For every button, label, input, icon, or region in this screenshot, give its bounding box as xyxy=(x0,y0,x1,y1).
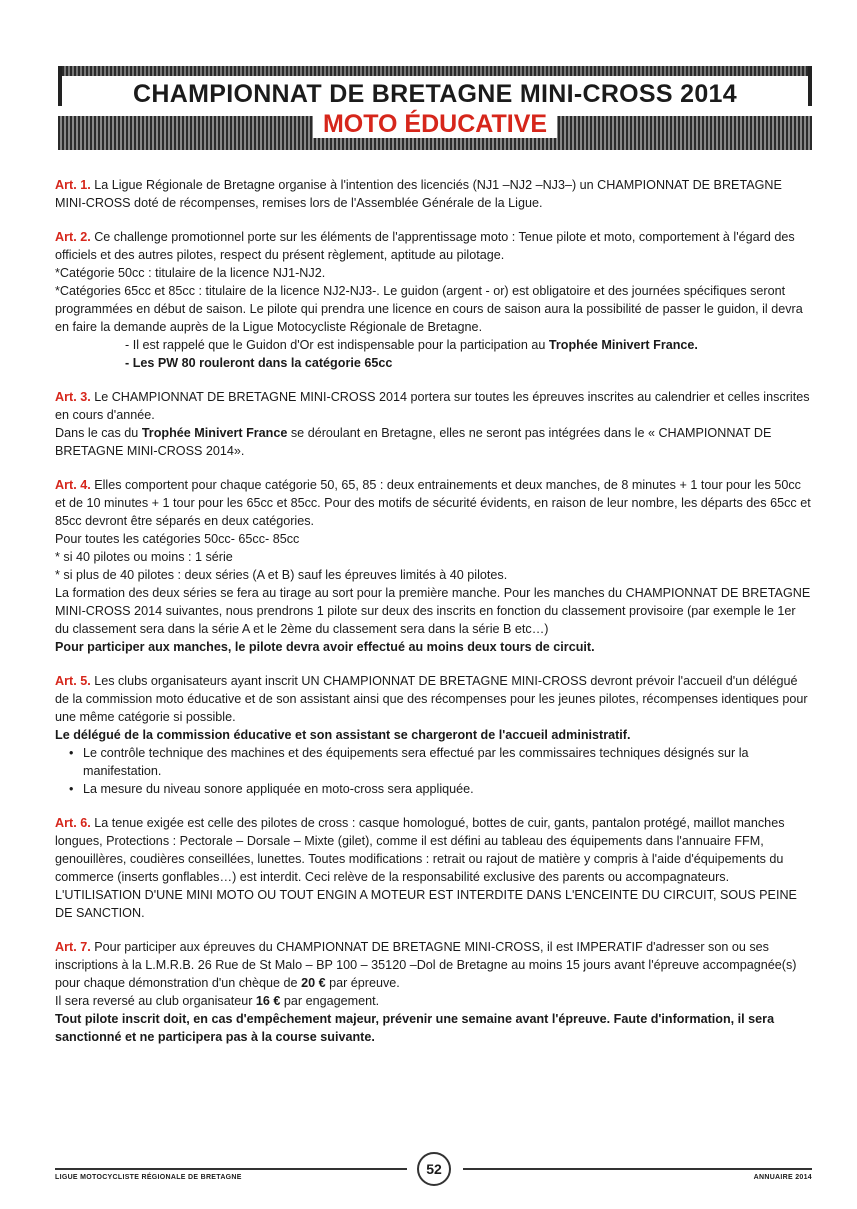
article-label: Art. 1. xyxy=(55,178,91,192)
article-2-text xyxy=(55,228,812,264)
article-paragraph: L'UTILISATION D'UNE MINI MOTO OU TOUT ENGIN A MOTEUR EST INTERDITE DANS L'ENCEINTE DU CIRCUIT, SOUS PEINE DE SANCTION. xyxy=(55,888,797,920)
article-paragraph: La Ligue Régionale de Bretagne organise à l'intention des licenciés (NJ1 –NJ2 –NJ3–) un CHAMPIONNAT DE BRETAGNE MINI-CROSS doté de récompenses, remises lors de l'Assemblée Générale de la Ligue. xyxy=(55,178,782,210)
document-body xyxy=(55,176,812,1062)
article-paragraph-bold: Tout pilote inscrit doit, en cas d'empêchement majeur, prévenir une semaine avant l'épreuve. Faute d'information, il sera sanctionné et ne participera pas à la course suivante. xyxy=(55,1012,775,1044)
article-6 xyxy=(55,814,812,922)
paragraph-segment: par engagement. xyxy=(280,994,380,1008)
article-1 xyxy=(55,176,812,212)
article-label: Art. 2. xyxy=(55,230,91,244)
article-paragraph: * si 40 pilotes ou moins : 1 série xyxy=(55,550,233,564)
article-label: Art. 4. xyxy=(55,478,91,492)
article-4-text xyxy=(55,476,812,530)
paragraph-segment: par épreuve. xyxy=(325,976,400,990)
article-paragraph xyxy=(55,992,812,1010)
article-1-text xyxy=(55,176,812,212)
article-5-text xyxy=(55,672,812,726)
bullet-item: • La mesure du niveau sonore appliquée en moto-cross sera appliquée. xyxy=(83,780,812,798)
page-footer xyxy=(55,1150,812,1190)
paragraph-segment: se déroulant en Bretagne, elles ne seront pas intégrées dans le « CHAMPIONNAT DE BRETAGNE MINI-CROSS 2014». xyxy=(55,426,772,458)
article-4 xyxy=(55,476,812,656)
article-paragraph xyxy=(55,424,812,460)
article-paragraph-bold: Le délégué de la commission éducative et son assistant se chargeront de l'accueil administratif. xyxy=(55,728,631,742)
page-subtitle xyxy=(58,110,812,139)
fee-amount: 20 € xyxy=(301,976,326,990)
article-label: Art. 7. xyxy=(55,940,91,954)
article-paragraph: Les clubs organisateurs ayant inscrit UN CHAMPIONNAT DE BRETAGNE MINI-CROSS devront prévoir l'accueil d'un délégué de la commission moto éducative et de son assistant ainsi que des récompenses pour les jeunes pilotes, récompenses identiques pour une même catégorie si possible. xyxy=(55,674,808,724)
article-3-text xyxy=(55,388,812,424)
paragraph-segment: Dans le cas du xyxy=(55,426,142,440)
article-paragraph: Elles comportent pour chaque catégorie 50, 65, 85 : deux entrainements et deux manches, de 8 minutes + 1 tour pour les 50cc et de 10 minutes + 1 tour pour les 65cc et 85cc. Pour des motifs de sécurité évidents, en raison de leur nombre, les départs des 65cc et 85cc devront être séparés en deux catégories. xyxy=(55,478,811,528)
footer-rule-left xyxy=(55,1168,407,1170)
page-subtitle-text: MOTO ÉDUCATIVE xyxy=(313,110,557,138)
footer-left-text: LIGUE MOTOCYCLISTE RÉGIONALE DE BRETAGNE xyxy=(55,1174,242,1181)
article-paragraph: La formation des deux séries se fera au tirage au sort pour la première manche. Pour les manches du CHAMPIONNAT DE BRETAGNE MINI-CROSS 2014 suivantes, nous prendrons 1 pilote sur deux des inscrits en fonction du classement provisoire (par exemple le 1er du classement sera dans la série A et le 2ème du classement sera dans la série B etc…) xyxy=(55,586,811,636)
bullet-list xyxy=(55,744,812,798)
footer-right-text: ANNUAIRE 2014 xyxy=(753,1174,812,1181)
page-title: CHAMPIONNAT DE BRETAGNE MINI-CROSS 2014 xyxy=(133,80,737,108)
article-paragraph: * si plus de 40 pilotes : deux séries (A et B) sauf les épreuves limités à 40 pilotes. xyxy=(55,568,508,582)
article-paragraph: *Catégorie 50cc : titulaire de la licence NJ1-NJ2. xyxy=(55,266,326,280)
footer-rule-right xyxy=(463,1168,812,1170)
article-paragraph-bold: Pour participer aux manches, le pilote devra avoir effectué au moins deux tours de circuit. xyxy=(55,640,595,654)
article-paragraph xyxy=(55,336,812,354)
article-paragraph: La tenue exigée est celle des pilotes de cross : casque homologué, bottes de cuir, gants, pantalon protégé, maillot manches longues, Protections : Pectorale – Dorsale – Mixte (gilet), comme il est défini au tableau des équipements dans l'annuaire FFM, genouillères, coudières conseillées, lunettes. Toutes modifications : retrait ou rajout de matière y compris à l'aide d'équipements du commerce (inserts gonflables…) est interdit. Ceci relève de la responsabilité exclusive des parents ou accompagnateurs. xyxy=(55,816,785,884)
article-7-text xyxy=(55,938,812,992)
article-paragraph: Pour participer aux épreuves du CHAMPIONNAT DE BRETAGNE MINI-CROSS, il est IMPERATIF d'adresser son ou ses inscriptions à la L.M.R.B. 26 Rue de St Malo – BP 100 – 35120 –Dol de Bretagne au moins 15 jours avant l'épreuve accompagnée(s) pour chaque démonstration d'un chèque de xyxy=(55,940,797,990)
paragraph-segment: Il sera reversé au club organisateur xyxy=(55,994,256,1008)
article-5 xyxy=(55,672,812,798)
article-6-text xyxy=(55,814,812,886)
fee-amount: 16 € xyxy=(255,994,281,1008)
bullet-item: • Le contrôle technique des machines et des équipements sera effectué par les commissaires techniques désignés sur la manifestation. xyxy=(83,744,812,780)
paragraph-segment-bold: Trophée Minivert France xyxy=(141,426,288,440)
article-label: Art. 5. xyxy=(55,674,91,688)
article-7 xyxy=(55,938,812,1046)
page-number: 52 xyxy=(417,1152,451,1186)
article-paragraph: Pour toutes les catégories 50cc- 65cc- 85cc xyxy=(55,532,300,546)
page-header xyxy=(58,66,812,152)
article-paragraph: Ce challenge promotionnel porte sur les éléments de l'apprentissage moto : Tenue pilote et moto, comportement à l'égard des officiels et des autres pilotes, respect du présent règlement, aptitude au pilotage. xyxy=(55,230,795,262)
header-frame-top xyxy=(58,66,812,76)
article-paragraph-bold: - Les PW 80 rouleront dans la catégorie 65cc xyxy=(125,356,393,370)
article-label: Art. 3. xyxy=(55,390,91,404)
article-2 xyxy=(55,228,812,372)
article-3 xyxy=(55,388,812,460)
article-paragraph: *Catégories 65cc et 85cc : titulaire de la licence NJ2-NJ3-. Le guidon (argent - or) est obligatoire et des journées spécifiques seront programmées en début de saison. Le pilote qui prendra une licence en cours de saison aura la possibilité de passer le guidon, il devra en faire la demande auprès de la Ligue Motocycliste Régionale de Bretagne. xyxy=(55,284,803,334)
paragraph-segment-bold: Trophée Minivert France. xyxy=(548,338,698,352)
article-label: Art. 6. xyxy=(55,816,91,830)
paragraph-segment: - Il est rappelé que le Guidon d'Or est indispensable pour la participation au xyxy=(125,338,549,352)
article-paragraph: Le CHAMPIONNAT DE BRETAGNE MINI-CROSS 2014 portera sur toutes les épreuves inscrites au calendrier et celles inscrites en cours d'année. xyxy=(55,390,810,422)
